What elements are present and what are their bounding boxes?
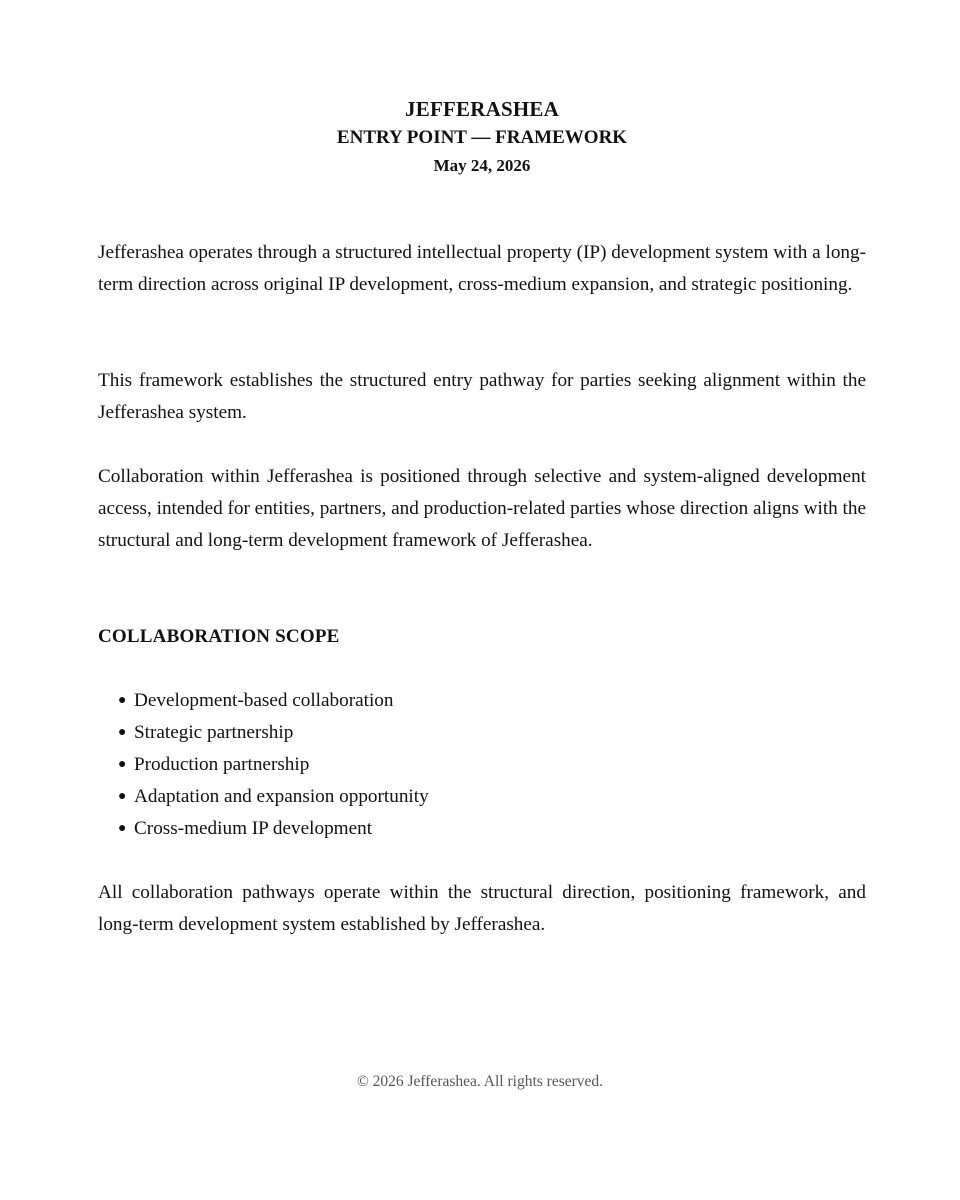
bullet-icon: ● <box>118 757 127 772</box>
bullet-icon: ● <box>118 821 127 836</box>
intro-paragraph-2: This framework establishes the structured entry pathway for parties seeking alignment within the Jefferashea system. <box>98 370 866 423</box>
bullet-icon: ● <box>118 789 127 804</box>
intro-paragraph-3: Collaboration within Jefferashea is positioned through selective and system-aligned development access, intended for entities, partners, and production-related parties whose direction aligns with the structural and long-term development framework of Jefferashea. <box>98 466 866 551</box>
list-item <box>98 813 429 845</box>
list-item <box>98 685 429 717</box>
bullet-icon: ● <box>118 725 127 740</box>
list-item <box>98 717 429 749</box>
document-date: May 24, 2026 <box>433 156 531 175</box>
document-title: JEFFERASHEA <box>405 97 559 121</box>
collaboration-scope-heading: COLLABORATION SCOPE <box>98 626 340 647</box>
document-subtitle: ENTRY POINT — FRAMEWORK <box>336 127 628 148</box>
list-item-label: Production partnership <box>134 754 310 775</box>
list-item-label: Strategic partnership <box>134 722 294 743</box>
collaboration-scope-list <box>98 685 429 845</box>
list-item <box>98 781 429 813</box>
document-header <box>98 94 866 180</box>
list-item <box>98 749 429 781</box>
list-item-label: Adaptation and expansion opportunity <box>134 786 429 807</box>
scope-closing-paragraph: All collaboration pathways operate within the structural direction, positioning framework, and long-term development system established by Jefferashea. <box>98 882 866 935</box>
intro-paragraph-1: Jefferashea operates through a structured intellectual property (IP) development system with a long-term direction across original IP development, cross-medium expansion, and strategic positioning. <box>98 242 866 295</box>
list-item-label: Development-based collaboration <box>134 690 394 711</box>
bullet-icon: ● <box>118 693 127 708</box>
list-item-label: Cross-medium IP development <box>134 818 373 839</box>
copyright-footer: © 2026 Jefferashea. All rights reserved. <box>356 1073 604 1090</box>
